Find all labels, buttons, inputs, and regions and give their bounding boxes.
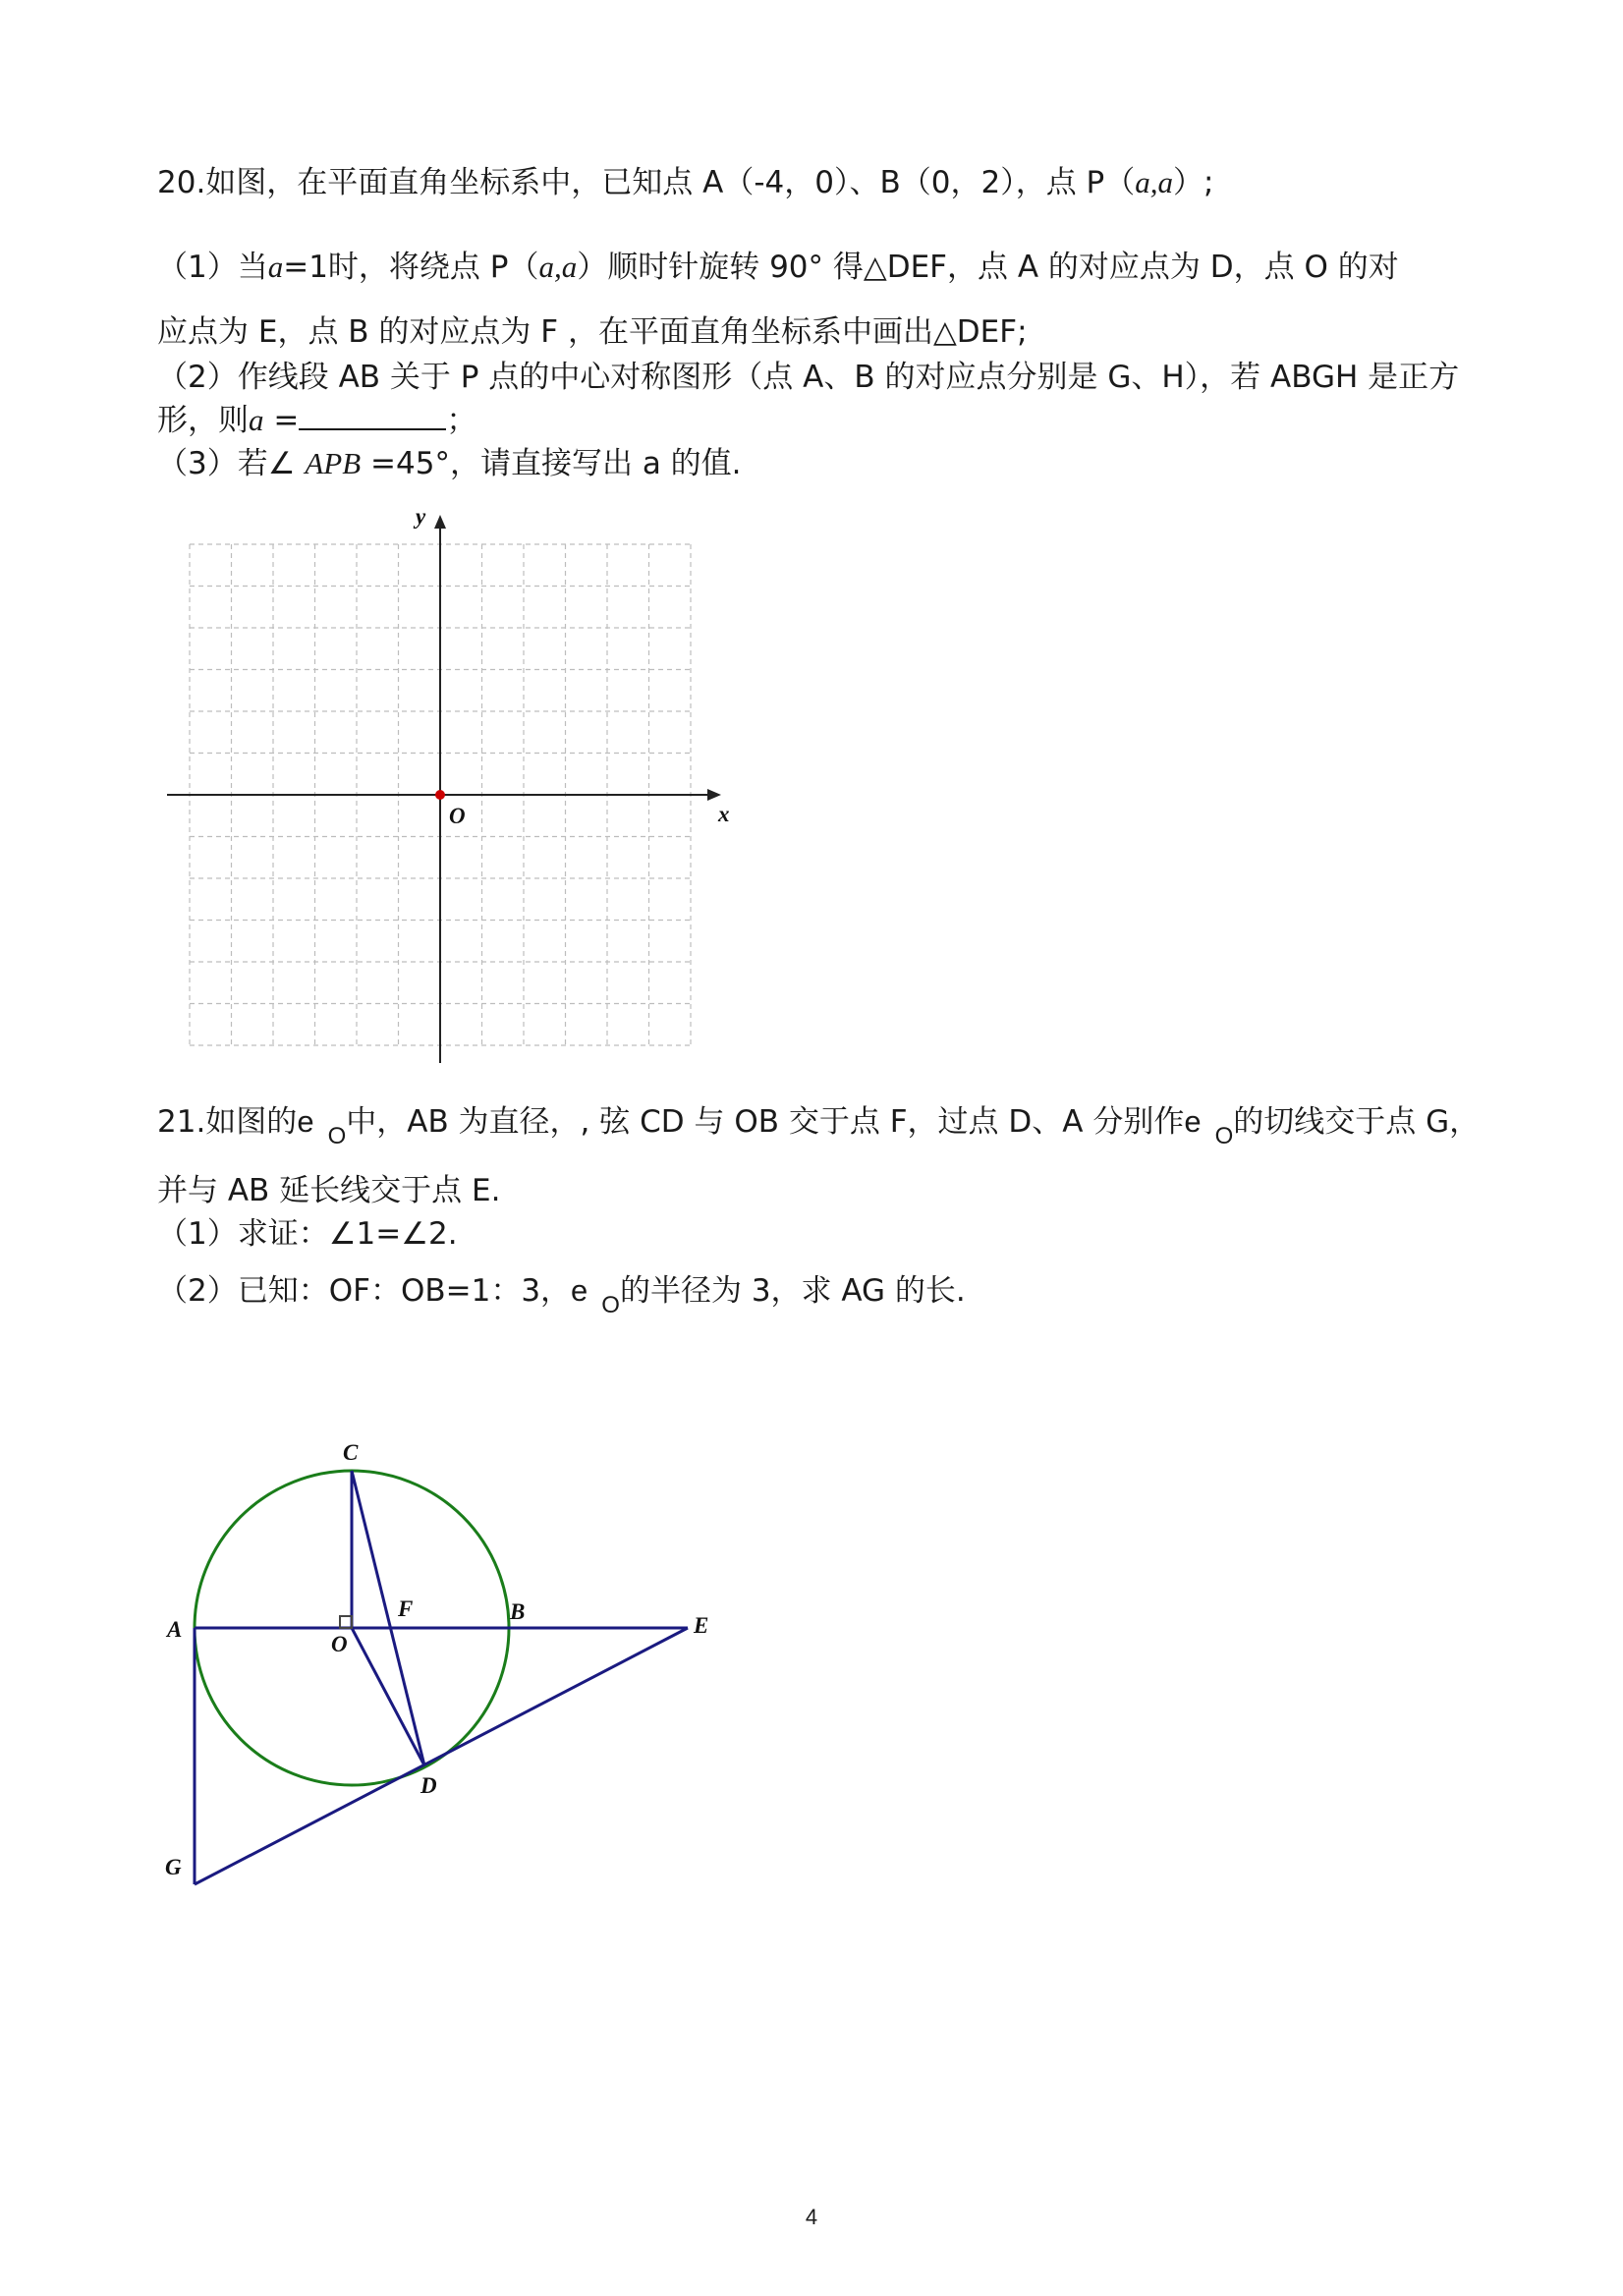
q20-part1-line2: 应点为 E，点 B 的对应点为 F ，在平面直角坐标系中画出△DEF; xyxy=(157,314,1028,350)
circle-symbol-3: e xyxy=(571,1273,588,1308)
circle-symbol-2: e xyxy=(1184,1104,1202,1139)
right-angle-mark xyxy=(340,1616,352,1628)
q20-p1-var2: a,a xyxy=(538,250,578,284)
q20-p1-text-b: =1时，将绕点 P（ xyxy=(283,250,539,285)
q21-p2-text-b: 的半径为 3，求 AG 的长. xyxy=(619,1273,966,1309)
circle-center-letter-3: O xyxy=(601,1292,620,1318)
label-g: G xyxy=(165,1855,182,1879)
q21-text-b: 中，AB 为直径，, 弦 CD 与 OB 交于点 F，过点 D、A 分别作 xyxy=(346,1104,1185,1140)
circle-symbol: e xyxy=(297,1104,314,1139)
q20-p3-text-a: （3）若∠ xyxy=(157,446,306,481)
q21-stem-line2: 并与 AB 延长线交于点 E. xyxy=(157,1173,501,1208)
y-axis-label: y xyxy=(416,504,426,529)
q20-p2-end: ； xyxy=(446,403,477,438)
circle-center-letter: O xyxy=(327,1123,347,1149)
q20-p1-text-a: （1）当 xyxy=(157,250,268,285)
label-b: B xyxy=(510,1599,526,1624)
q20-p2-text: 形，则 xyxy=(157,403,249,438)
line-cd xyxy=(352,1471,424,1765)
label-c: C xyxy=(343,1440,359,1465)
q21-p2-text-a: （2）已知：OF：OB=1：3， xyxy=(157,1273,572,1309)
label-a: A xyxy=(167,1617,183,1642)
page-number: 4 xyxy=(805,2205,818,2229)
label-o: O xyxy=(331,1632,348,1656)
origin-label: O xyxy=(449,804,466,828)
q20-p3-text-b: =45°，请直接写出 a 的值. xyxy=(361,446,742,481)
q20-p1-var: a xyxy=(267,250,284,284)
label-f: F xyxy=(398,1596,414,1621)
circle-center-letter-2: O xyxy=(1214,1123,1234,1149)
x-axis-label: x xyxy=(718,802,730,826)
q20-stem-var: a,a xyxy=(1135,165,1174,199)
q21-text-a: 21.如图的 xyxy=(157,1104,298,1140)
q21-part1: （1）求证：∠1=∠2. xyxy=(157,1216,458,1252)
label-e: E xyxy=(694,1613,709,1638)
q20-stem-text: 20.如图，在平面直角坐标系中，已知点 A（-4，0）、B（0，2），点 P（ xyxy=(157,165,1136,200)
line-od xyxy=(352,1628,424,1765)
label-d: D xyxy=(420,1773,437,1798)
line-ge xyxy=(195,1628,688,1884)
q20-p2-var: a xyxy=(249,403,264,437)
q20-p2-eq: = xyxy=(263,403,300,438)
q20-p3-var: APB xyxy=(305,446,362,480)
q20-p1-text-c: ）顺时针旋转 90° 得△DEF，点 A 的对应点为 D，点 O 的对 xyxy=(577,250,1399,285)
q20-part2-line1: （2）作线段 AB 关于 P 点的中心对称图形（点 A、B 的对应点分别是 G、H），若 ABGH 是正方 xyxy=(157,360,1460,395)
q20-stem-end: ）; xyxy=(1173,165,1214,200)
q21-text-c: 的切线交于点 G， xyxy=(1233,1104,1481,1140)
